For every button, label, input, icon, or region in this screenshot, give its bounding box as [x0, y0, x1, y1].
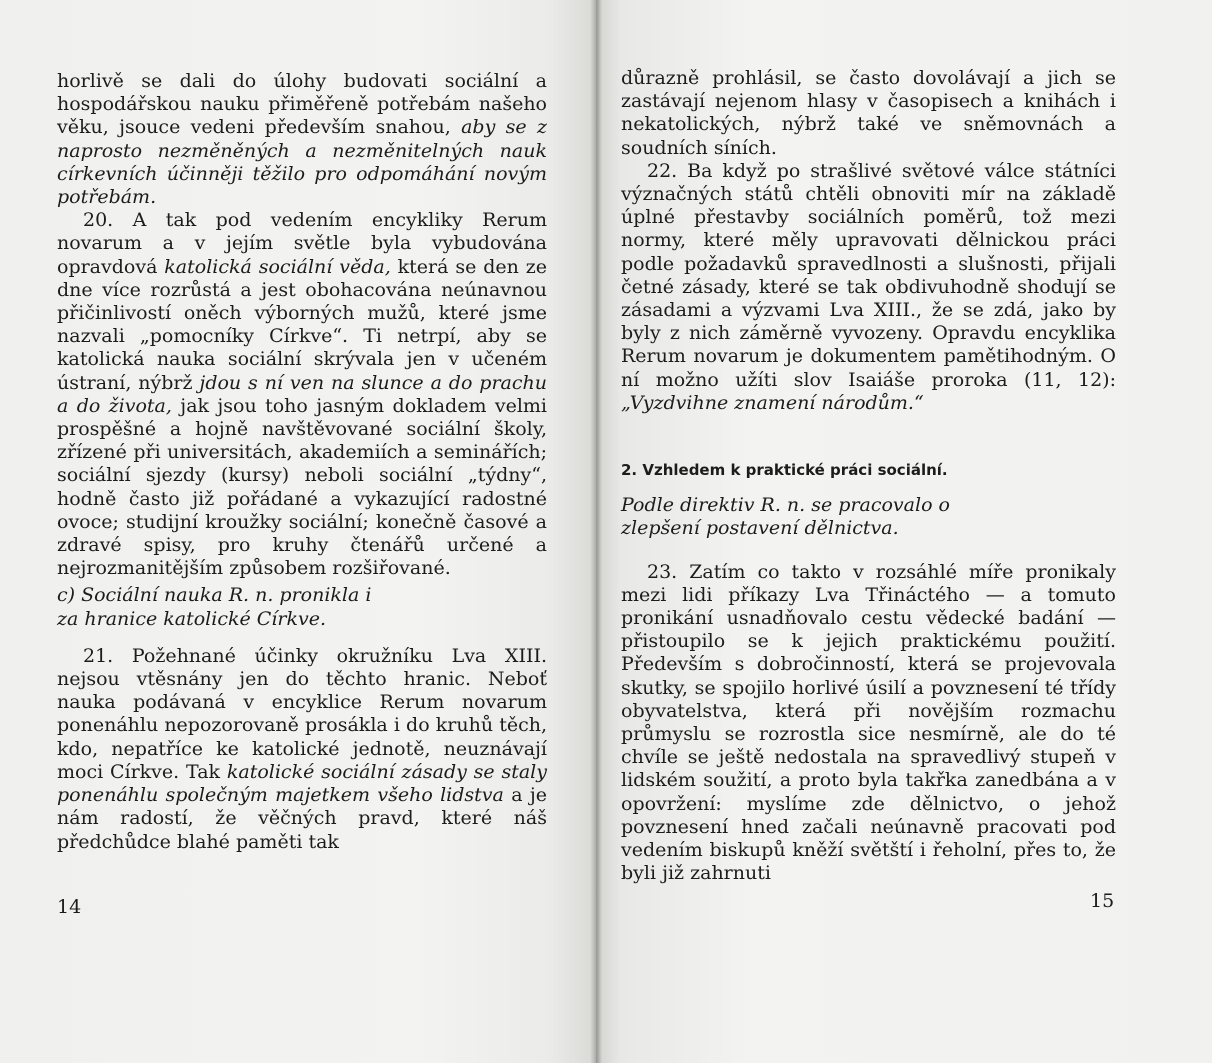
- section-heading-2: 2. Vzhledem k praktické práci sociální.: [621, 461, 948, 480]
- book-gutter-shadow: [590, 0, 602, 1063]
- text-run: jak jsou toho jasným dokladem velmi prospěšné a hojně navštěvované sociální školy, zřízené při universitách, akademiích a seminářích; sociální sjezdy (kursy) neboli sociální „týdny“, hodně často již pořádané a vykazující radostné ovoce; studijní kroužky sociální; konečně časové a zdravé spisy, pro kruhy čtenářů určené a nejrozmanitějším způsobem rozšiřované.: [57, 394, 547, 580]
- text-run: a je nám radostí, že věčných pravd, které náš předchůdce blahé paměti tak: [57, 784, 547, 853]
- subheading-line: zlepšení postavení dělnictva.: [621, 517, 899, 540]
- subheading-line: c) Sociální nauka R. n. pronikla i: [57, 584, 372, 607]
- paragraph-20: [57, 209, 547, 580]
- paragraph-23: 23. Zatím co takto v rozsáhlé míře pronikaly mezi lidi příkazy Lva Třináctého — a tomuto pronikání usnadňovalo cestu vědecké badání — přistoupilo se k jejich praktickému použití. Především s dobročinností, která se projevovala skutky, se spojilo horlivé úsilí a povznesení té třídy obyvatelstva, která při novějším rozmachu průmyslu se rozrostla sice nesmírně, ale do té chvíle se ještě nedostala na spravedlivý stupeň v lidském soužití, a proto byla takřka zanedbána a v opovržení: myslíme zde dělnictvo, o jehož povznesení hned začali neúnavně pracovati pod vedením biskupů kněží světští i řeholní, přes to, že byli již zahrnuti: [621, 560, 1116, 885]
- left-page-text: [57, 70, 547, 854]
- subsection-heading-c: [57, 584, 547, 630]
- text-run: 22. Ba když po strašlivé světové válce státníci význačných států chtěli obnoviti mír na základě úplné přestavby sociálních poměrů, tož mezi normy, které měly upravovati dělnickou práci podle požadavků spravedlnosti a slušnosti, přijali četné zásady, které se tak obdivuhodně shodují se zásadami a výzvami Lva XIII., že se zdá, jako by byly z nich záměrně vyvozeny. Opravdu encyklika Rerum novarum je dokumentem pamětihodným. O ní možno užíti slov Isaiáše proroka (11, 12):: [621, 159, 1116, 391]
- subheading-line: Podle direktiv R. n. se pracovalo o: [621, 494, 950, 517]
- italic-text-run: jdou s ní ven na slunce a do prachu a do života,: [57, 371, 547, 417]
- paragraph-21: [57, 645, 547, 854]
- right-page-text: [621, 67, 1116, 886]
- text-run: která se den ze dne více rozrůstá a jest obohacována neúnavnou přičinlivostí oněch výborných mužů, které jsme nazvali „pomocníky Církve“. Ti netrpí, aby se katolická nauka sociální skrývala jen v učeném ústraní, nýbrž: [57, 255, 548, 394]
- italic-text-run: katolická sociální věda,: [164, 255, 391, 278]
- italic-text-run: aby se z naprosto nezměněných a nezměnitelných nauk církevních účinněji těžilo pro odpomáhání novým potřebám.: [57, 116, 547, 209]
- page-number-right: 15: [1090, 890, 1115, 912]
- paragraph-22: [621, 160, 1116, 415]
- italic-text-run: katolické sociální zásady se staly ponenáhlu společným majetkem všeho lidstva: [57, 760, 547, 807]
- italic-text-run: „Vyzdvihne znamení národům.“: [621, 391, 924, 414]
- left-page: [0, 0, 596, 1063]
- subsection-heading: [621, 494, 1116, 540]
- paragraph-continuation: důrazně prohlásil, se často dovolávají a jich se zastávají nejenom hlasy v časopisech a knihách i nekatolických, nýbrž také ve sněmovnách a soudních síních.: [621, 67, 1116, 159]
- text-run: 20. A tak pod vedením encykliky Rerum novarum a v jejím světle byla vybudována opravdová: [57, 209, 547, 278]
- subheading-line: za hranice katolické Církve.: [57, 607, 326, 630]
- paragraph-continuation: [57, 70, 547, 209]
- right-page: [596, 0, 1212, 1063]
- text-run: 21. Požehnané účinky okružníku Lva XIII. nejsou vtěsnány jen do těchto hranic. Neboť nauka podávaná v encyklice Rerum novarum ponenáhlu nepozorovaně prosákla i do kruhů těch, kdo, nepatříce ke katolické jednotě, neuznávají moci Církve. Tak: [57, 644, 547, 783]
- page-number-left: 14: [57, 896, 82, 918]
- text-run: horlivě se dali do úlohy budovati sociální a hospodářskou nauku přiměřeně potřebám našeho věku, jsouce vedeni především snahou,: [57, 70, 547, 139]
